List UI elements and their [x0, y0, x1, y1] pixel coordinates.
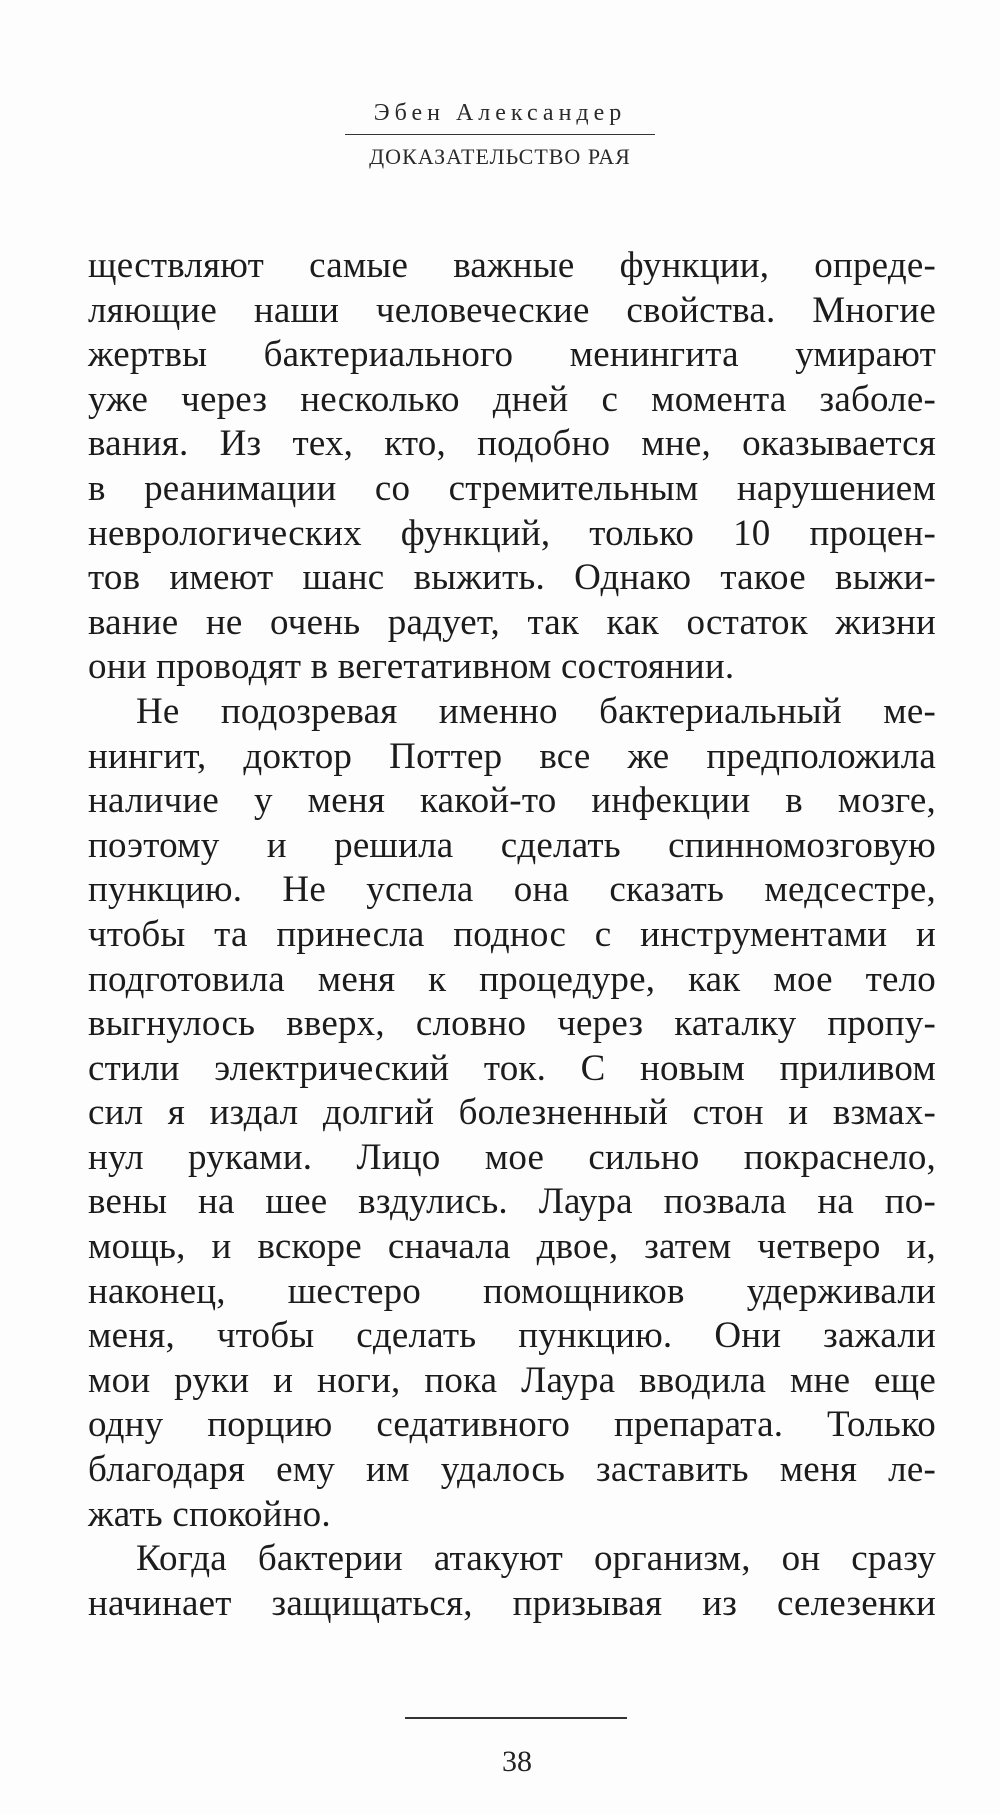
text-line: ляющие наши человеческие свойства. Многие — [88, 289, 936, 331]
page-number: 38 — [502, 1745, 532, 1778]
header-rule — [345, 134, 655, 135]
text-line: чтобы та принесла поднос с инструментами и — [88, 913, 936, 955]
text-line: они проводят в вегетативном состоянии. — [88, 646, 735, 688]
body-text — [88, 244, 936, 1626]
text-line: наличие у меня какой-то инфекции в мозге, — [88, 780, 936, 822]
text-line: подготовила меня к процедуре, как мое тело — [88, 958, 936, 1000]
running-header — [0, 98, 1000, 171]
text-line: стили электрический ток. С новым приливом — [88, 1047, 936, 1089]
text-line: пункцию. Не успела она сказать медсестре, — [88, 869, 936, 911]
text-line: нул руками. Лицо мое сильно покраснело, — [88, 1136, 936, 1178]
text-line: уже через несколько дней с момента заболе- — [88, 378, 936, 420]
paragraph-start-line: Не подозревая именно бактериальный ме- — [136, 690, 936, 732]
text-line: тов имеют шанс выжить. Однако такое выжи- — [88, 557, 936, 599]
text-line: вания. Из тех, кто, подобно мне, оказывается — [88, 423, 936, 465]
text-line: меня, чтобы сделать пункцию. Они зажали — [88, 1315, 936, 1357]
text-line: благодаря ему им удалось заставить меня ле- — [88, 1449, 936, 1491]
text-line: мои руки и ноги, пока Лаура вводила мне еще — [88, 1359, 936, 1401]
footer-rule — [405, 1717, 627, 1719]
text-line: жать спокойно. — [88, 1493, 331, 1535]
text-line: выгнулось вверх, словно через каталку пропу- — [88, 1003, 936, 1045]
text-line: начинает защищаться, призывая из селезенки — [88, 1582, 936, 1624]
text-line: в реанимации со стремительным нарушением — [88, 467, 936, 509]
text-line: сил я издал долгий болезненный стон и взмах- — [88, 1092, 936, 1134]
text-line: неврологических функций, только 10 процен- — [88, 512, 936, 554]
text-line: наконец, шестеро помощников удерживали — [88, 1270, 936, 1312]
paragraph-start-line: Когда бактерии атакуют организм, он сразу — [136, 1538, 936, 1580]
text-line: одну порцию седативного препарата. Только — [88, 1404, 936, 1446]
text-line: нингит, доктор Поттер все же предположила — [88, 735, 936, 777]
text-line: вание не очень радует, так как остаток жизни — [88, 601, 936, 643]
text-line: поэтому и решила сделать спинномозговую — [88, 824, 936, 866]
text-line: жертвы бактериального менингита умирают — [88, 334, 936, 376]
text-line: вены на шее вздулись. Лаура позвала на по- — [88, 1181, 936, 1223]
book-title: ДОКАЗАТЕЛЬСТВО РАЯ — [369, 144, 631, 169]
text-line: мощь, и вскоре сначала двое, затем четверо и, — [88, 1226, 936, 1268]
text-line: ществляют самые важные функции, опреде- — [88, 245, 936, 286]
author-name: Эбен Александер — [373, 100, 627, 126]
